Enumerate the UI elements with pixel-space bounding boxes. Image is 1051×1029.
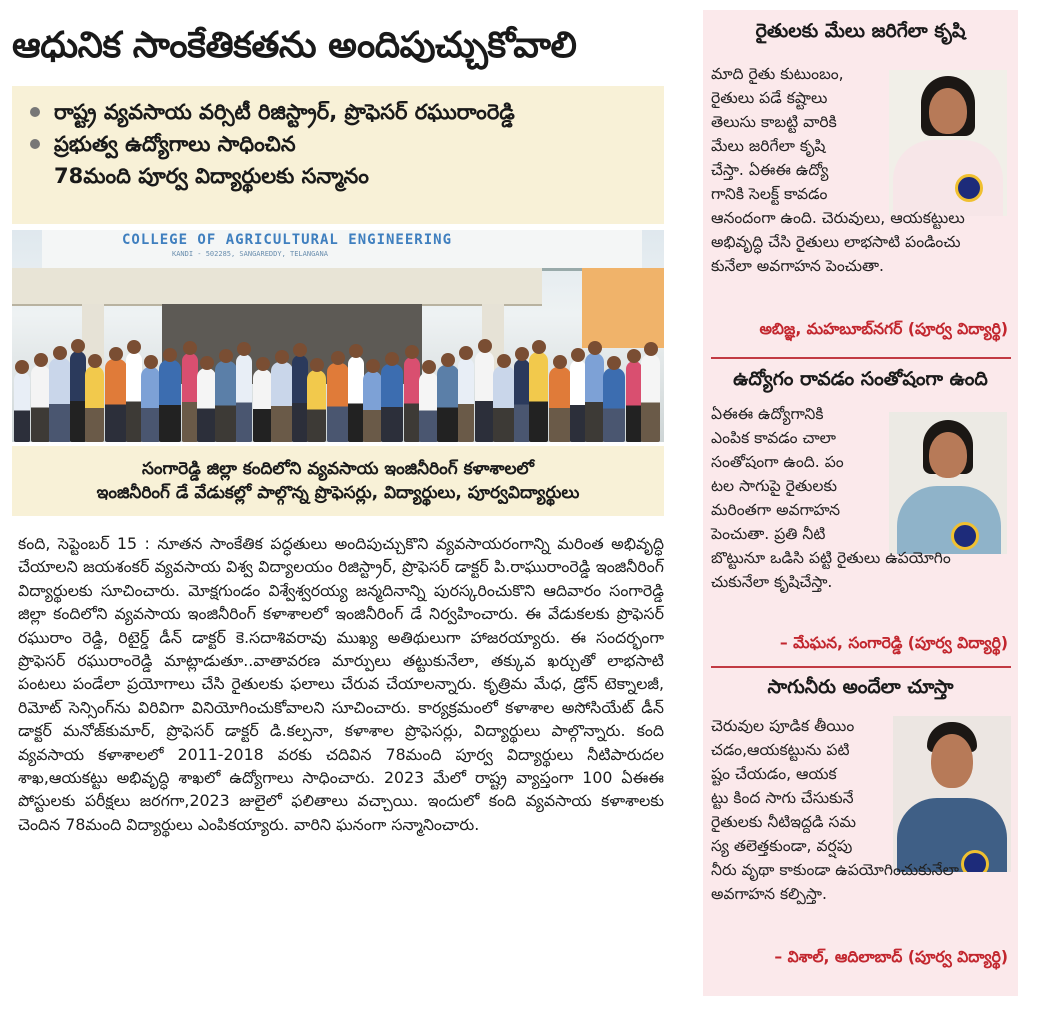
- person-figure: [437, 365, 459, 442]
- rosette-badge-icon: [961, 850, 989, 872]
- person-head: [405, 345, 419, 359]
- person-figure: [493, 366, 515, 442]
- sidebar-signature: – మేఘన, సంగారెడ్డి (పూర్వ విద్యార్థి): [779, 634, 1008, 652]
- person-head: [385, 352, 399, 366]
- photo-caption: [12, 446, 664, 516]
- person-figure: [197, 368, 216, 442]
- bullet-continuation: [30, 160, 654, 192]
- person-head: [15, 360, 29, 374]
- person-head: [88, 354, 102, 368]
- story-line: గానికి సెలక్ట్ కావడం: [711, 185, 828, 203]
- story-line: మేలు జరిగేలా కృషి: [711, 137, 826, 155]
- group-photo: [12, 230, 664, 442]
- story-line: పెంచుతా. ప్రతి నీటి: [711, 525, 826, 543]
- headline: ఆధునిక సాంకేతికతను అందిపుచ్చుకోవాలి: [12, 25, 577, 66]
- story-line: మరింతగా అవగాహన: [711, 501, 841, 519]
- person-head: [293, 343, 307, 357]
- person-head: [275, 350, 289, 364]
- person-head: [219, 349, 233, 363]
- person-head: [607, 356, 621, 370]
- sidebar-story-title: సాగునీరు అందేలా చూస్తా: [767, 676, 954, 698]
- story-line: మాది రైతు కుటుంబం,: [711, 65, 844, 83]
- person-head: [366, 359, 380, 373]
- person-head: [34, 353, 48, 367]
- person-head: [497, 354, 511, 368]
- person-figure: [570, 360, 586, 442]
- person-figure: [529, 352, 548, 442]
- person-figure: [549, 367, 571, 442]
- story-line: కునేలా అవగాహన పెంచుతా.: [711, 257, 884, 275]
- story-line: ట్టు కింద సాగు చేసుకునే: [711, 789, 854, 807]
- person-figure: [85, 366, 104, 442]
- story-line: ఆనందంగా ఉంది. చెరువులు, ఆయకట్టులు: [711, 209, 965, 227]
- person-head: [144, 355, 158, 369]
- sidebar-divider: [711, 666, 1011, 668]
- person-figure: [271, 362, 293, 442]
- college-sign: COLLEGE OF AGRICULTURAL ENGINEERING: [122, 232, 453, 248]
- person-head: [127, 340, 141, 354]
- story-line: చేస్తా. ఏఈఈ ఉద్యో: [711, 161, 829, 179]
- person-figure: [253, 369, 272, 442]
- person-figure: [14, 372, 30, 442]
- person-figure: [105, 359, 127, 442]
- person-figure: [182, 353, 198, 442]
- building-canopy: [12, 268, 542, 306]
- person-head: [588, 341, 602, 355]
- bullet-text: రాష్ట్ర వ్యవసాయ వర్సిటీ రిజిస్ట్రార్, ప్రొఫెసర్ రఘురాంరెడ్డి: [54, 100, 515, 124]
- person-head: [200, 356, 214, 370]
- story-line: రైతులు పడే కష్టాలు: [711, 89, 828, 107]
- story-line: చడం,ఆయకట్టును పటి: [711, 741, 850, 759]
- person-figure: [159, 360, 181, 442]
- person-figure: [49, 358, 71, 442]
- sidebar-divider: [711, 357, 1011, 359]
- rosette-badge-icon: [951, 522, 979, 550]
- sidebar-signature: – విశాల్, ఆదిలాబాద్ (పూర్వ విద్యార్థి): [774, 948, 1008, 966]
- person-figure: [603, 368, 625, 442]
- person-head: [515, 347, 529, 361]
- person-head: [163, 348, 177, 362]
- person-head: [441, 353, 455, 367]
- person-figure: [458, 358, 474, 442]
- bullet-icon: [30, 139, 40, 149]
- sidebar-signature: అబిజ్ఞ, మహబూబ్‌నగర్ (పూర్వ విద్యార్థి): [759, 320, 1008, 338]
- article-body: [18, 532, 664, 836]
- person-figure: [475, 351, 494, 442]
- story-line: చెరువుల పూడిక తీయిం: [711, 717, 855, 735]
- sidebar-story-text: [711, 714, 959, 906]
- story-line: చుకునేలా కృషిచేస్తా.: [711, 573, 833, 591]
- story-line: అవగాహన కల్పిస్తా.: [711, 885, 827, 903]
- alumni-sidebar: [703, 10, 1018, 996]
- story-line: రైతులకు నీటిఇద్దడి సమ: [711, 813, 857, 831]
- story-line: ఎంపిక కావడం చాలా: [711, 429, 836, 447]
- person-head: [571, 348, 585, 362]
- story-line: స్య తలెత్తకుండా, వర్షపు: [711, 837, 853, 855]
- bullet-text: 78మంది పూర్వ విద్యార్థులకు సన్మానం: [54, 164, 369, 188]
- story-line: ష్టం చేయడం, ఆయక: [711, 765, 837, 783]
- sidebar-story-title: ఉద్యోగం రావడం సంతోషంగా ఉంది: [733, 368, 988, 390]
- crowd: [12, 330, 664, 442]
- person-head: [532, 340, 546, 354]
- college-sign-address: KANDI - 502285, SANGAREDDY, TELANGANA: [172, 250, 328, 258]
- person-head: [109, 347, 123, 361]
- person-head: [553, 355, 567, 369]
- sidebar-story-title: రైతులకు మేలు జరిగేలా కృషి: [755, 20, 966, 42]
- summary-bullets: [12, 86, 664, 224]
- person-head: [422, 360, 436, 374]
- story-line: నీరు వృథా కాకుండా ఉపయోగించుకునేలా: [711, 861, 959, 879]
- person-figure: [585, 353, 604, 442]
- person-head: [71, 339, 85, 353]
- person-head: [237, 342, 251, 356]
- person-figure: [381, 364, 403, 442]
- person-figure: [70, 351, 86, 442]
- person-figure: [126, 352, 142, 442]
- person-head: [183, 341, 197, 355]
- sidebar-story-text: [711, 402, 951, 594]
- sidebar-story-text: [711, 62, 965, 278]
- bullet-icon: [30, 107, 40, 117]
- bullet-text: ప్రభుత్వ ఉద్యోగాలు సాధించిన: [54, 132, 296, 156]
- person-head: [53, 346, 67, 360]
- building-facade: [42, 230, 642, 271]
- story-line: బొట్టునూ ఒడిసి పట్టి రైతులు ఉపయోగిం: [711, 549, 951, 567]
- person-figure: [404, 357, 420, 442]
- bullet-item: [30, 128, 654, 160]
- caption-line: సంగారెడ్డి జిల్లా కందిలోని వ్యవసాయ ఇంజినీరింగ్ కళాశాలలో: [141, 459, 535, 479]
- person-figure: [215, 361, 237, 442]
- person-head: [310, 358, 324, 372]
- person-figure: [31, 365, 50, 442]
- person-figure: [348, 356, 364, 442]
- person-figure: [363, 371, 382, 442]
- person-figure: [236, 354, 252, 442]
- person-figure: [514, 359, 530, 442]
- person-head: [349, 344, 363, 358]
- person-head: [256, 357, 270, 371]
- person-head: [478, 339, 492, 353]
- person-figure: [641, 354, 660, 442]
- person-figure: [327, 363, 349, 442]
- story-line: టల సాగుపై రైతులకు: [711, 477, 838, 495]
- story-line: అభివృద్ధి చేసి రైతులు లాభసాటి పండించు: [711, 233, 961, 251]
- person-figure: [626, 361, 642, 442]
- person-figure: [307, 370, 326, 442]
- person-head: [644, 342, 658, 356]
- story-line: తెలుసు కాబట్టి వారికి: [711, 113, 837, 131]
- article-text: కంది, సెప్టెంబర్ 15 : నూతన సాంకేతిక పద్ధతులు అందిపుచ్చుకొని వ్యవసాయరంగాన్ని మరింత అభివృద్ధి చేయాలని జయశంకర్ వ్యవసాయ విశ్వ విద్యాలయం రిజిస్ట్రార్, ప్రొఫెసర్ డాక్టర్ పి.రాఘురాంరెడ్డి ఇంజినీరింగ్ విద్యార్థులకు సూచించారు. మోక్షగుండం విశ్వేశ్వరయ్య జన్మదినాన్ని పురస్కరించుకొని ఆదివారం సంగారెడ్డి జిల్లా కందిలోని వ్యవసాయ ఇంజినీరింగ్ కళాశాలలో ఇంజినీరింగ్ డే నిర్వహించారు. ఈ వేడుకలకు ప్రొఫెసర్ రఘురాం రెడ్డి, రిటైర్డ్ డీన్ డాక్టర్ కె.సదాశివరావు ముఖ్య అతిథులుగా హాజరయ్యారు. ఈ సందర్భంగా ప్రొఫెసర్ రఘురాంరెడ్డి మాట్లాడుతూ..వాతావరణ మార్పులు తట్టుకునేలా, తక్కువ ఖర్చుతో లాభసాటి పంటలు పండేలా ప్రయోగాలు చేసి రైతులకు ఫలాలు చేరువ చేయాలన్నారు. కృత్రిమ మేధ, డ్రోన్ టెక్నాలజీ, రిమోట్ సెన్సింగ్‌ను విరివిగా వినియోగించుకోవాలని సూచించారు. కార్యక్రమంలో కళాశాల అసోసియేట్ డీన్ డాక్టర్ మనోజ్‌కుమార్, ప్రొఫెసర్ డాక్టర్ డి.కల్పనా, కళాశాల ప్రొఫెసర్లు, విద్యార్థులు పాల్గొన్నారు. కంది వ్యవసాయ కళాశాలలో 2011-2018 వరకు చదివిన 78మంది పూర్వ విద్యార్థులు నీటిపారుదల శాఖ,ఆయకట్టు అభివృద్ధి శాఖలో ఉద్యోగాలు సాధించారు. 2023 మేలో రాష్ట్ర వ్యాప్తంగా 100 ఏఈఈ పోస్టులకు పరీక్షలు జరగగా,2023 జులైలో ఫలితాలు వచ్చాయి. ఇందులో కంది వ్యవసాయ కళాశాలకు చెందిన 78మంది విద్యార్థులు ఎంపికయ్యారు. వారిని ఘనంగా సన్మానించారు.: [18, 534, 664, 834]
- person-figure: [141, 367, 160, 442]
- caption-line: ఇంజినీరింగ్ డే వేడుకల్లో పాల్గొన్న ప్రొఫెసర్లు, విద్యార్థులు, పూర్వవిద్యార్థులు: [96, 483, 580, 503]
- story-line: ఏఈఈ ఉద్యోగానికి: [711, 405, 824, 423]
- person-head: [627, 349, 641, 363]
- person-head: [459, 346, 473, 360]
- person-figure: [292, 355, 308, 442]
- person-figure: [419, 372, 438, 442]
- bullet-item: [30, 96, 654, 128]
- person-head: [331, 351, 345, 365]
- story-line: సంతోషంగా ఉంది. పం: [711, 453, 844, 471]
